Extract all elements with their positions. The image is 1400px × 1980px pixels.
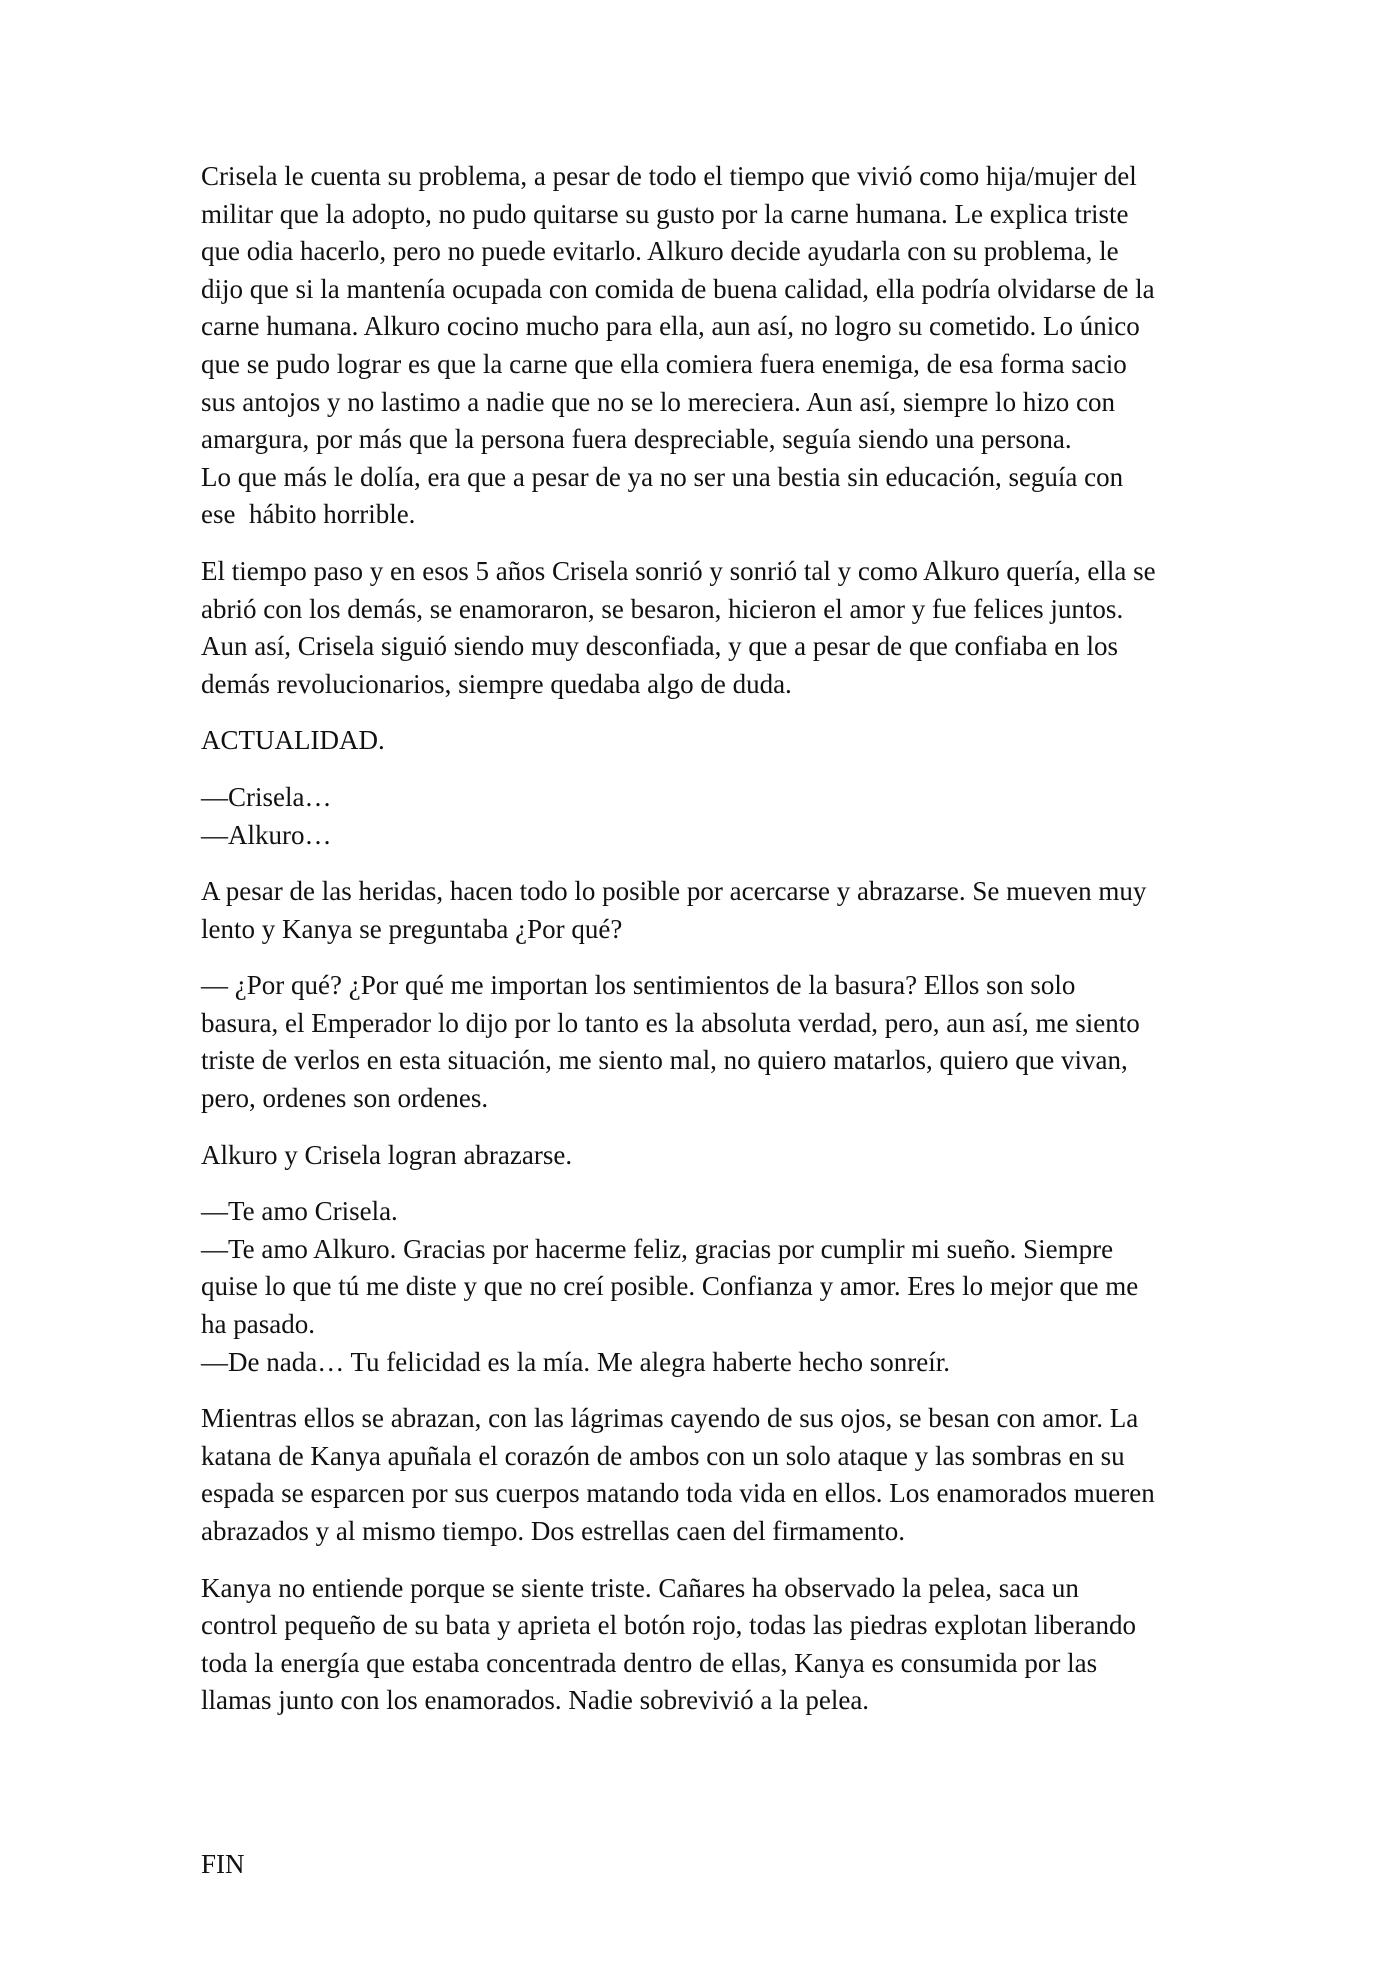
paragraph xyxy=(201,779,1211,854)
text-line: militar que la adopto, no pudo quitarse su gusto por la carne humana. Le explica triste xyxy=(201,198,1129,229)
paragraph xyxy=(201,1137,1211,1175)
text-line: basura, el Emperador lo dijo por lo tanto es la absoluta verdad, pero, aun así, me siento xyxy=(201,1007,1140,1038)
text-line: A pesar de las heridas, hacen todo lo posible por acercarse y abrazarse. Se mueven muy xyxy=(201,876,1147,907)
text-line: Crisela le cuenta su problema, a pesar de todo el tiempo que vivió como hija/mujer del xyxy=(201,161,1137,191)
text-line: Kanya no entiende porque se siente triste. Cañares ha observado la pelea, saca un xyxy=(201,1572,1079,1603)
text-line: —Te amo Alkuro. Gracias por hacerme feliz, gracias por cumplir mi sueño. Siempre xyxy=(201,1233,1114,1264)
text-line: Lo que más le dolía, era que a pesar de ya no ser una bestia sin educación, seguía con xyxy=(201,461,1124,492)
paragraph xyxy=(201,1570,1211,1720)
text-line: —Alkuro… xyxy=(201,819,332,850)
paragraph xyxy=(201,158,1211,534)
paragraph xyxy=(201,873,1211,948)
text-line: amargura, por más que la persona fuera despreciable, seguía siendo una persona. xyxy=(201,424,1072,455)
text-line: sus antojos y no lastimo a nadie que no se lo mereciera. Aun así, siempre lo hizo con xyxy=(201,386,1116,417)
text-line: triste de verlos en esta situación, me siento mal, no quiero matarlos, quiero que vivan, xyxy=(201,1045,1128,1076)
text-line: Alkuro y Crisela logran abrazarse. xyxy=(201,1139,573,1170)
text-line: toda la energía que estaba concentrada dentro de ellas, Kanya es consumida por las xyxy=(201,1647,1098,1678)
text-line: —De nada… Tu felicidad es la mía. Me alegra haberte hecho sonreír. xyxy=(201,1346,950,1377)
text-line: pero, ordenes son ordenes. xyxy=(201,1083,489,1114)
text-line: abrió con los demás, se enamoraron, se besaron, hicieron el amor y fue felices juntos. xyxy=(201,593,1124,624)
text-line: Mientras ellos se abrazan, con las lágrimas cayendo de sus ojos, se besan con amor. La xyxy=(201,1403,1139,1434)
text-line: lento y Kanya se preguntaba ¿Por qué? xyxy=(201,913,623,944)
text-line: ACTUALIDAD. xyxy=(201,725,385,756)
text-line: carne humana. Alkuro cocino mucho para ella, aun así, no logro su cometido. Lo único xyxy=(201,311,1140,342)
text-line: que se pudo lograr es que la carne que ella comiera fuera enemiga, de esa forma sacio xyxy=(201,348,1127,379)
text-line: katana de Kanya apuñala el corazón de ambos con un solo ataque y las sombras en su xyxy=(201,1440,1125,1471)
text-line: espada se esparcen por sus cuerpos matando toda vida en ellos. Los enamorados mueren xyxy=(201,1478,1155,1509)
text-line: —Crisela… xyxy=(201,781,332,812)
paragraph xyxy=(201,722,1211,760)
paragraph xyxy=(201,967,1211,1117)
text-line: Aun así, Crisela siguió siendo muy desconfiada, y que a pesar de que confiaba en los xyxy=(201,631,1118,662)
text-line: ese hábito horrible. xyxy=(201,499,416,530)
text-line: El tiempo paso y en esos 5 años Crisela sonrió y sonrió tal y como Alkuro quería, ella se xyxy=(201,555,1156,586)
text-line: abrazados y al mismo tiempo. Dos estrellas caen del firmamento. xyxy=(201,1516,906,1546)
text-line: control pequeño de su bata y aprieta el botón rojo, todas las piedras explotan liberando xyxy=(201,1610,1136,1641)
ending-text: FIN xyxy=(201,1849,245,1879)
text-line: quise lo que tú me diste y que no creí posible. Confianza y amor. Eres lo mejor que me xyxy=(201,1271,1139,1302)
text-line: ha pasado. xyxy=(201,1309,315,1340)
paragraph xyxy=(201,1193,1211,1381)
text-line: que odia hacerlo, pero no puede evitarlo. Alkuro decide ayudarla con su problema, le xyxy=(201,236,1119,267)
text-line: demás revolucionarios, siempre quedaba algo de duda. xyxy=(201,668,792,699)
text-line: —Te amo Crisela. xyxy=(201,1196,398,1227)
paragraph xyxy=(201,553,1211,703)
document-body xyxy=(201,158,1211,1739)
text-line: — ¿Por qué? ¿Por qué me importan los sentimientos de la basura? Ellos son solo xyxy=(201,970,1076,1001)
text-line: llamas junto con los enamorados. Nadie sobrevivió a la pelea. xyxy=(201,1685,870,1716)
paragraph xyxy=(201,1400,1211,1550)
text-line: dijo que si la mantenía ocupada con comida de buena calidad, ella podría olvidarse de la xyxy=(201,273,1155,304)
